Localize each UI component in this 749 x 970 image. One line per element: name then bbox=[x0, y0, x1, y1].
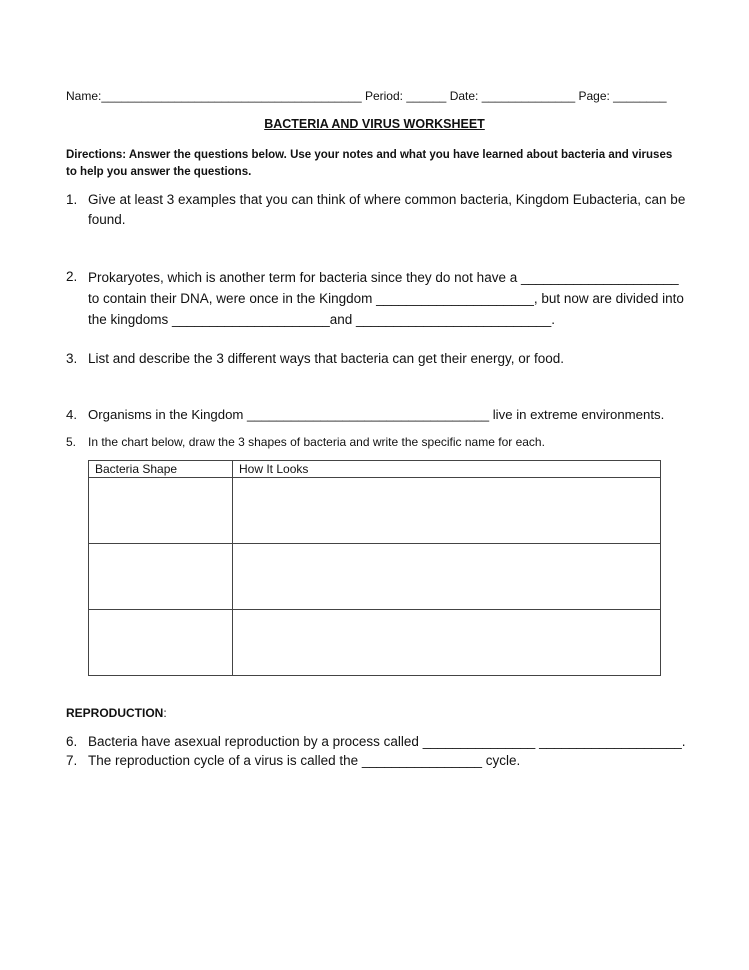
question-number: 3. bbox=[66, 351, 78, 366]
question-number: 5. bbox=[66, 435, 77, 449]
shape-drawing-cell[interactable] bbox=[233, 544, 661, 610]
shape-name-cell[interactable] bbox=[89, 478, 233, 544]
question-number: 1. bbox=[66, 192, 78, 207]
question-number: 6. bbox=[66, 734, 78, 749]
table-row bbox=[89, 478, 661, 544]
question-text: List and describe the 3 different ways that bacteria can get their energy, or food. bbox=[88, 351, 565, 366]
question-number: 7. bbox=[66, 753, 78, 768]
question-text: Give at least 3 examples that you can think of where common bacteria, Kingdom Eubacteria, can be found. bbox=[88, 192, 686, 227]
shape-name-cell[interactable] bbox=[89, 544, 233, 610]
table-row bbox=[89, 610, 661, 676]
question-text: Organisms in the Kingdom _________________________________ live in extreme environments. bbox=[88, 407, 665, 422]
question-number: 2. bbox=[66, 269, 78, 284]
question-text: The reproduction cycle of a virus is called the ________________ cycle. bbox=[88, 753, 521, 768]
question-number: 4. bbox=[66, 407, 77, 422]
question-text: Bacteria have asexual reproduction by a process called _______________ ___________________. bbox=[88, 734, 686, 749]
student-info-line: Name:_______________________________________ Period: ______ Date: ______________ Page: ________ bbox=[66, 89, 667, 103]
shape-name-cell[interactable] bbox=[89, 610, 233, 676]
shape-drawing-cell[interactable] bbox=[233, 610, 661, 676]
reproduction-colon: : bbox=[163, 706, 167, 720]
question-text: In the chart below, draw the 3 shapes of bacteria and write the specific name for each. bbox=[88, 435, 545, 449]
header-bacteria-shape: Bacteria Shape bbox=[89, 461, 233, 478]
table-row bbox=[89, 544, 661, 610]
chart-header-row bbox=[89, 461, 661, 478]
worksheet-title: BACTERIA AND VIRUS WORKSHEET bbox=[264, 117, 485, 131]
question-text: Prokaryotes, which is another term for bacteria since they do not have a _____________________ to contain their DNA, were once in the Kingdom _____________________, but now are divided into the kingdoms _____________________and __________________________. bbox=[88, 270, 684, 327]
header-how-it-looks: How It Looks bbox=[233, 461, 661, 478]
reproduction-label: REPRODUCTION bbox=[66, 706, 164, 720]
shape-drawing-cell[interactable] bbox=[233, 478, 661, 544]
directions: Directions: Answer the questions below. Use your notes and what you have learned about bacteria and viruses to help you answer the questions. bbox=[66, 149, 673, 178]
reproduction-heading bbox=[66, 706, 167, 720]
bacteria-shape-chart bbox=[88, 460, 661, 676]
